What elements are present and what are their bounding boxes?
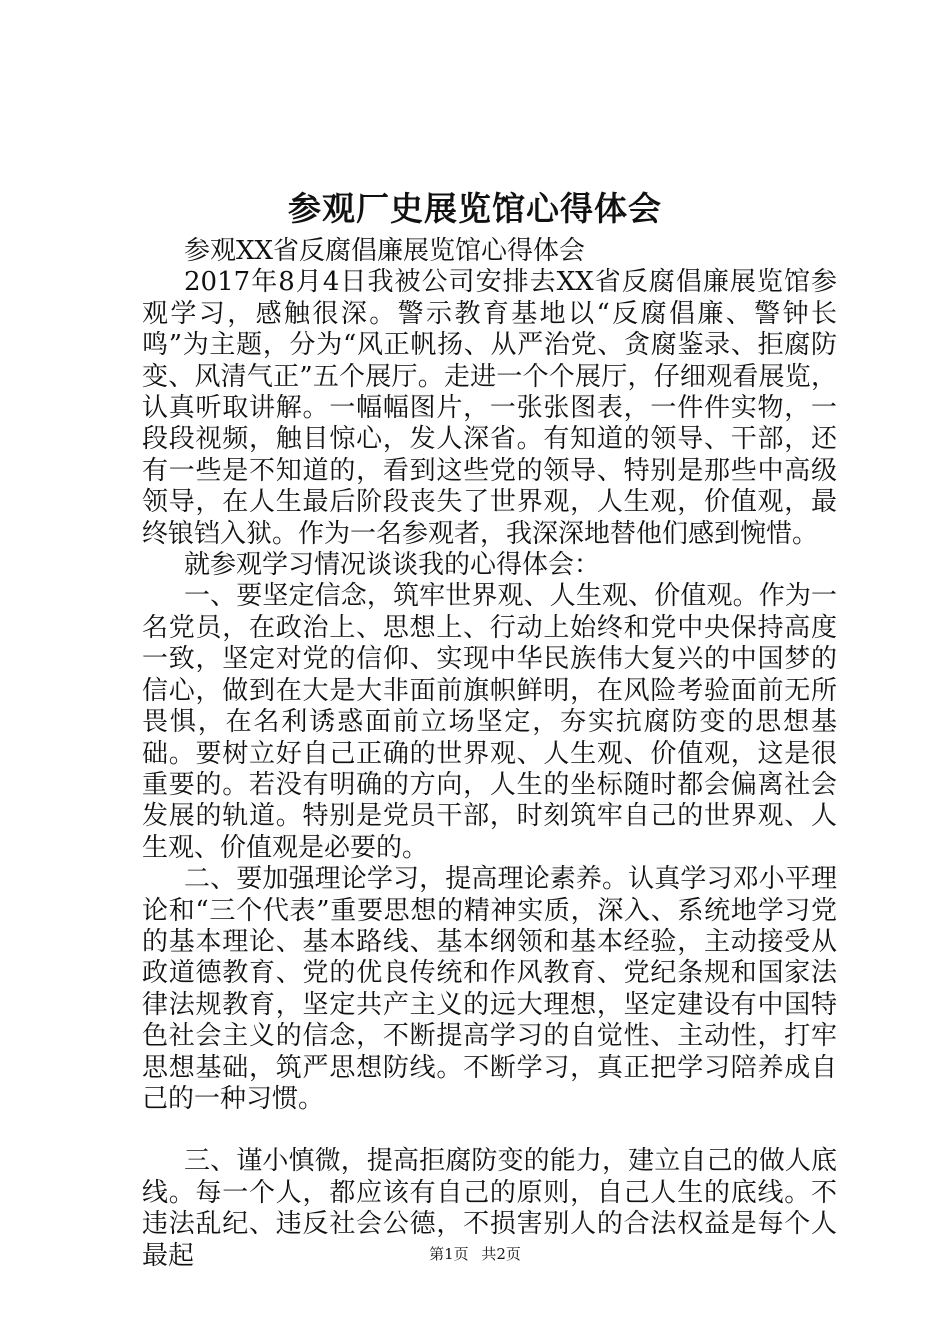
point-one-paragraph: 一、要坚定信念，筑牢世界观、人生观、价值观。作为一名党员，在政治上、思想上、行动上始终和党中央保持高度一致，坚定对党的信仰、实现中华民族伟大复兴的中国梦的信心，做到在大是大非面前旗帜鲜明，在风险考验面前无所畏惧，在名利诱惑面前立场坚定，夯实抗腐防变的思想基础。要树立好自己正确的世界观、人生观、价值观，这是很重要的。若没有明确的方向，人生的坐标随时都会偏离社会发展的轨道。特别是党员干部，时刻筑牢自己的世界观、人生观、价值观是必要的。 — [142, 581, 837, 863]
document-body — [142, 236, 837, 1272]
page-total: 共2页 — [481, 1245, 521, 1263]
page-footer — [0, 1244, 950, 1264]
page-number: 第1页 — [429, 1245, 469, 1263]
subtitle-paragraph: 参观XX省反腐倡廉展览馆心得体会 — [184, 236, 586, 266]
lead-in-paragraph: 就参观学习情况谈谈我的心得体会： — [184, 550, 601, 581]
point-three-paragraph: 三、谨小慎微，提高拒腐防变的能力，建立自己的做人底线。每一个人，都应该有自己的原则，自己人生的底线。不违法乱纪、违反社会公德，不损害别人的合法权益是每个人最起 — [142, 1146, 837, 1271]
point-two-paragraph: 二、要加强理论学习，提高理论素养。认真学习邓小平理论和“三个代表”重要思想的精神实质，深入、系统地学习党的基本理论、基本路线、基本纲领和基本经验，主动接受从政道德教育、党的优良传统和作风教育、党纪条规和国家法律法规教育，坚定共产主义的远大理想，坚定建设有中国特色社会主义的信念，不断提高学习的自觉性、主动性，打牢思想基础，筑严思想防线。不断学习，真正把学习陪养成自己的一种习惯。 — [142, 864, 837, 1114]
intro-paragraph: 2017年8月4日我被公司安排去XX省反腐倡廉展览馆参观学习，感触很深。警示教育基地以“反腐倡廉、警钟长鸣”为主题，分为“风正帆扬、从严治党、贪腐鉴录、拒腐防变、风清气正”五个展厅。走进一个个展厅，仔细观看展览，认真听取讲解。一幅幅图片，一张张图表，一件件实物，一段段视频，触目惊心，发人深省。有知道的领导、干部，还有一些是不知道的，看到这些党的领导、特别是那些中高级领导，在人生最后阶段丧失了世界观，人生观，价值观，最终锒铛入狱。作为一名参观者，我深深地替他们感到惋惜。 — [142, 267, 837, 549]
document-title: 参观厂史展览馆心得体会 — [288, 189, 662, 228]
